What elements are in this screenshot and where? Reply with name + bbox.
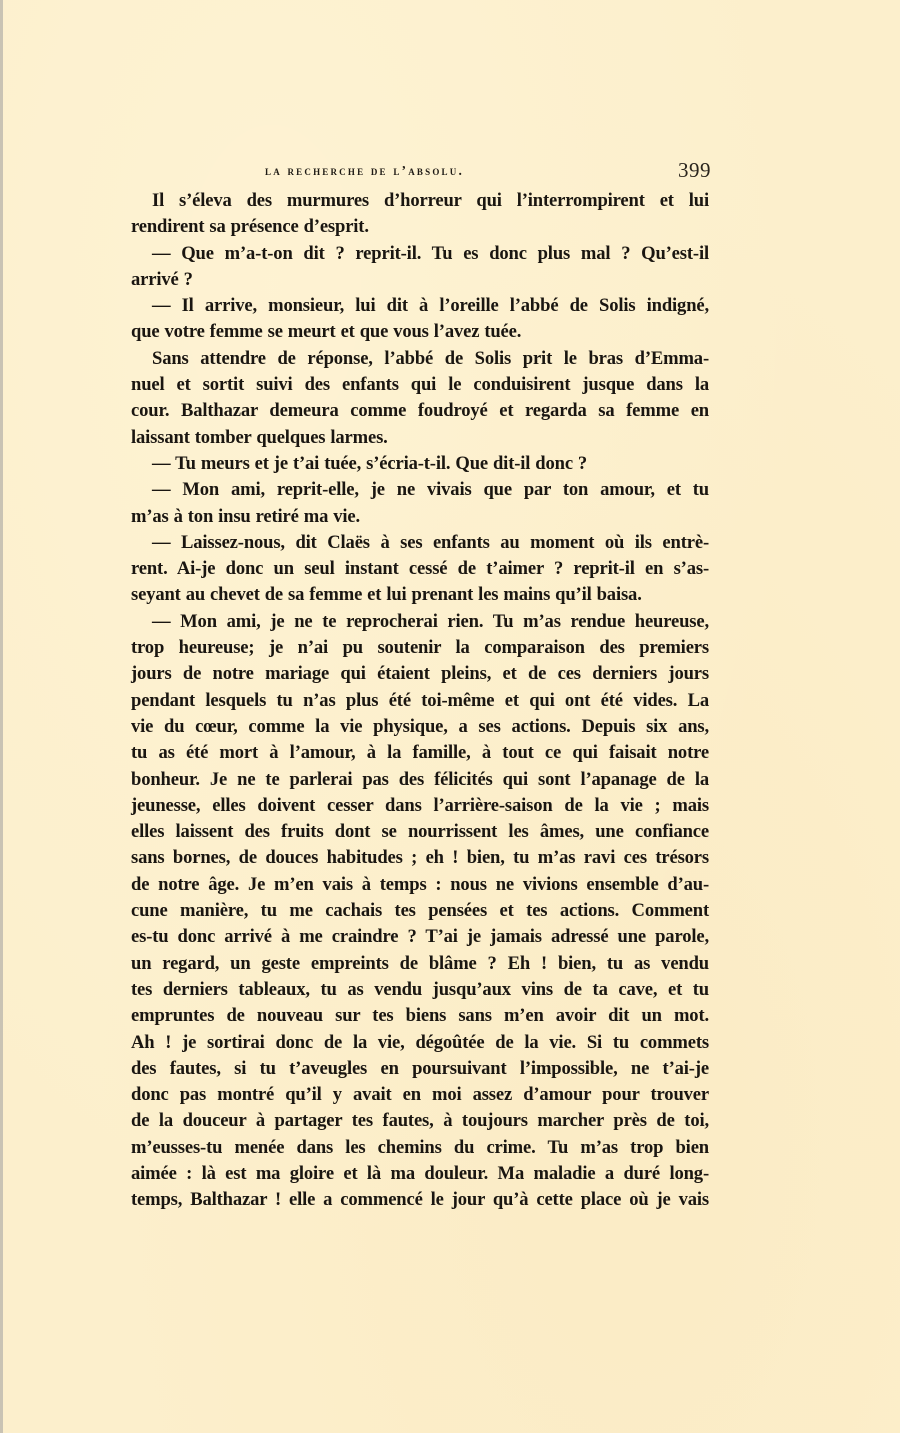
text-line: — Tu meurs et je t’ai tuée, s’écria-t-il. Que dit-il donc ? bbox=[152, 452, 588, 474]
text-line: seyant au chevet de sa femme et lui prenant les mains qu’il baisa. bbox=[131, 584, 642, 606]
text-line: nuel et sortit suivi des enfants qui le conduisirent jusque dans la bbox=[131, 374, 709, 396]
text-line: vie du cœur, comme la vie physique, a ses actions. Depuis six ans, bbox=[131, 715, 709, 737]
text-line: Il s’éleva des murmures d’horreur qui l’interrompirent et lui bbox=[152, 190, 709, 211]
paragraph bbox=[131, 188, 709, 241]
text-line: — Que m’a-t-on dit ? reprit-il. Tu es donc plus mal ? Qu’est-il bbox=[152, 242, 709, 264]
text-line: empruntes de nouveau sur tes biens sans m’en avoir dit un mot. bbox=[131, 1005, 709, 1027]
text-line: de la douceur à partager tes fautes, à toujours marcher près de toi, bbox=[131, 1110, 709, 1132]
text-line: que votre femme se meurt et que vous l’avez tuée. bbox=[131, 321, 522, 343]
text-line: trop heureuse; je n’ai pu soutenir la comparaison des premiers bbox=[131, 637, 709, 659]
text-line: rent. Ai-je donc un seul instant cessé de t’aimer ? reprit-il en s’as- bbox=[131, 558, 709, 580]
text-line: arrivé ? bbox=[131, 268, 193, 290]
text-line: Sans attendre de réponse, l’abbé de Solis prit le bras d’Emma- bbox=[152, 347, 709, 369]
paragraph bbox=[131, 477, 709, 530]
paragraph bbox=[131, 346, 709, 451]
text-line: elles laissent des fruits dont se nourrissent les âmes, une confiance bbox=[131, 821, 709, 843]
text-line: cune manière, tu me cachais tes pensées et tes actions. Comment bbox=[131, 900, 709, 922]
text-line: — Mon ami, je ne te reprocherai rien. Tu m’as rendue heureuse, bbox=[152, 610, 709, 632]
text-line: jours de notre mariage qui étaient pleins, et de ces derniers jours bbox=[131, 663, 709, 685]
page-number: 399 bbox=[678, 158, 711, 182]
text-line: pendant lesquels tu n’as plus été toi-même et qui ont été vides. La bbox=[131, 689, 709, 711]
text-line: laissant tomber quelques larmes. bbox=[131, 426, 388, 448]
text-line: de notre âge. Je m’en vais à temps : nous ne vivions ensemble d’au- bbox=[131, 873, 709, 895]
text-line: temps, Balthazar ! elle a commencé le jour qu’à cette place où je vais bbox=[131, 1189, 709, 1211]
text-line: tu as été mort à l’amour, à la famille, à tout ce qui faisait notre bbox=[131, 742, 709, 764]
text-line: — Il arrive, monsieur, lui dit à l’oreille l’abbé de Solis indigné, bbox=[152, 295, 709, 317]
text-line: tes derniers tableaux, tu as vendu jusqu’aux vins de ta cave, et tu bbox=[131, 978, 709, 1000]
text-line: sans bornes, de douces habitudes ; eh ! bien, tu m’as ravi ces trésors bbox=[131, 847, 709, 869]
text-line: m’eusses-tu menée dans les chemins du crime. Tu m’as trop bien bbox=[131, 1136, 709, 1158]
text-line: m’as à ton insu retiré ma vie. bbox=[131, 505, 360, 527]
body-text bbox=[131, 188, 709, 1214]
paragraph bbox=[131, 530, 709, 609]
paragraph bbox=[131, 241, 709, 294]
text-line: — Laissez-nous, dit Claës à ses enfants au moment où ils entrè- bbox=[152, 531, 709, 553]
text-line: cour. Balthazar demeura comme foudroyé et regarda sa femme en bbox=[131, 400, 709, 422]
text-line: des fautes, si tu t’aveugles en poursuivant l’impossible, ne t’ai-je bbox=[131, 1057, 709, 1079]
text-line: es-tu donc arrivé à me craindre ? T’ai je jamais adressé une parole, bbox=[131, 926, 709, 948]
text-line: aimée : là est ma gloire et là ma douleur. Ma maladie a duré long- bbox=[131, 1162, 709, 1184]
text-line: rendirent sa présence d’esprit. bbox=[131, 216, 369, 238]
paragraph bbox=[131, 293, 709, 346]
text-line: — Mon ami, reprit-elle, je ne vivais que par ton amour, et tu bbox=[152, 479, 709, 501]
paragraph bbox=[131, 609, 709, 1214]
text-line: un regard, un geste empreints de blâme ? Eh ! bien, tu as vendu bbox=[131, 952, 709, 974]
paragraph bbox=[131, 451, 709, 477]
text-line: bonheur. Je ne te parlerai pas des félicités qui sont l’apanage de la bbox=[131, 768, 709, 790]
running-title: la recherche de l’absolu. bbox=[265, 163, 465, 178]
text-line: donc pas montré qu’il y avait en moi assez d’amour pour trouver bbox=[131, 1084, 709, 1106]
text-line: jeunesse, elles doivent cesser dans l’arrière-saison de la vie ; mais bbox=[131, 794, 709, 816]
running-header bbox=[265, 160, 711, 184]
text-line: Ah ! je sortirai donc de la vie, dégoûtée de la vie. Si tu commets bbox=[131, 1031, 709, 1053]
